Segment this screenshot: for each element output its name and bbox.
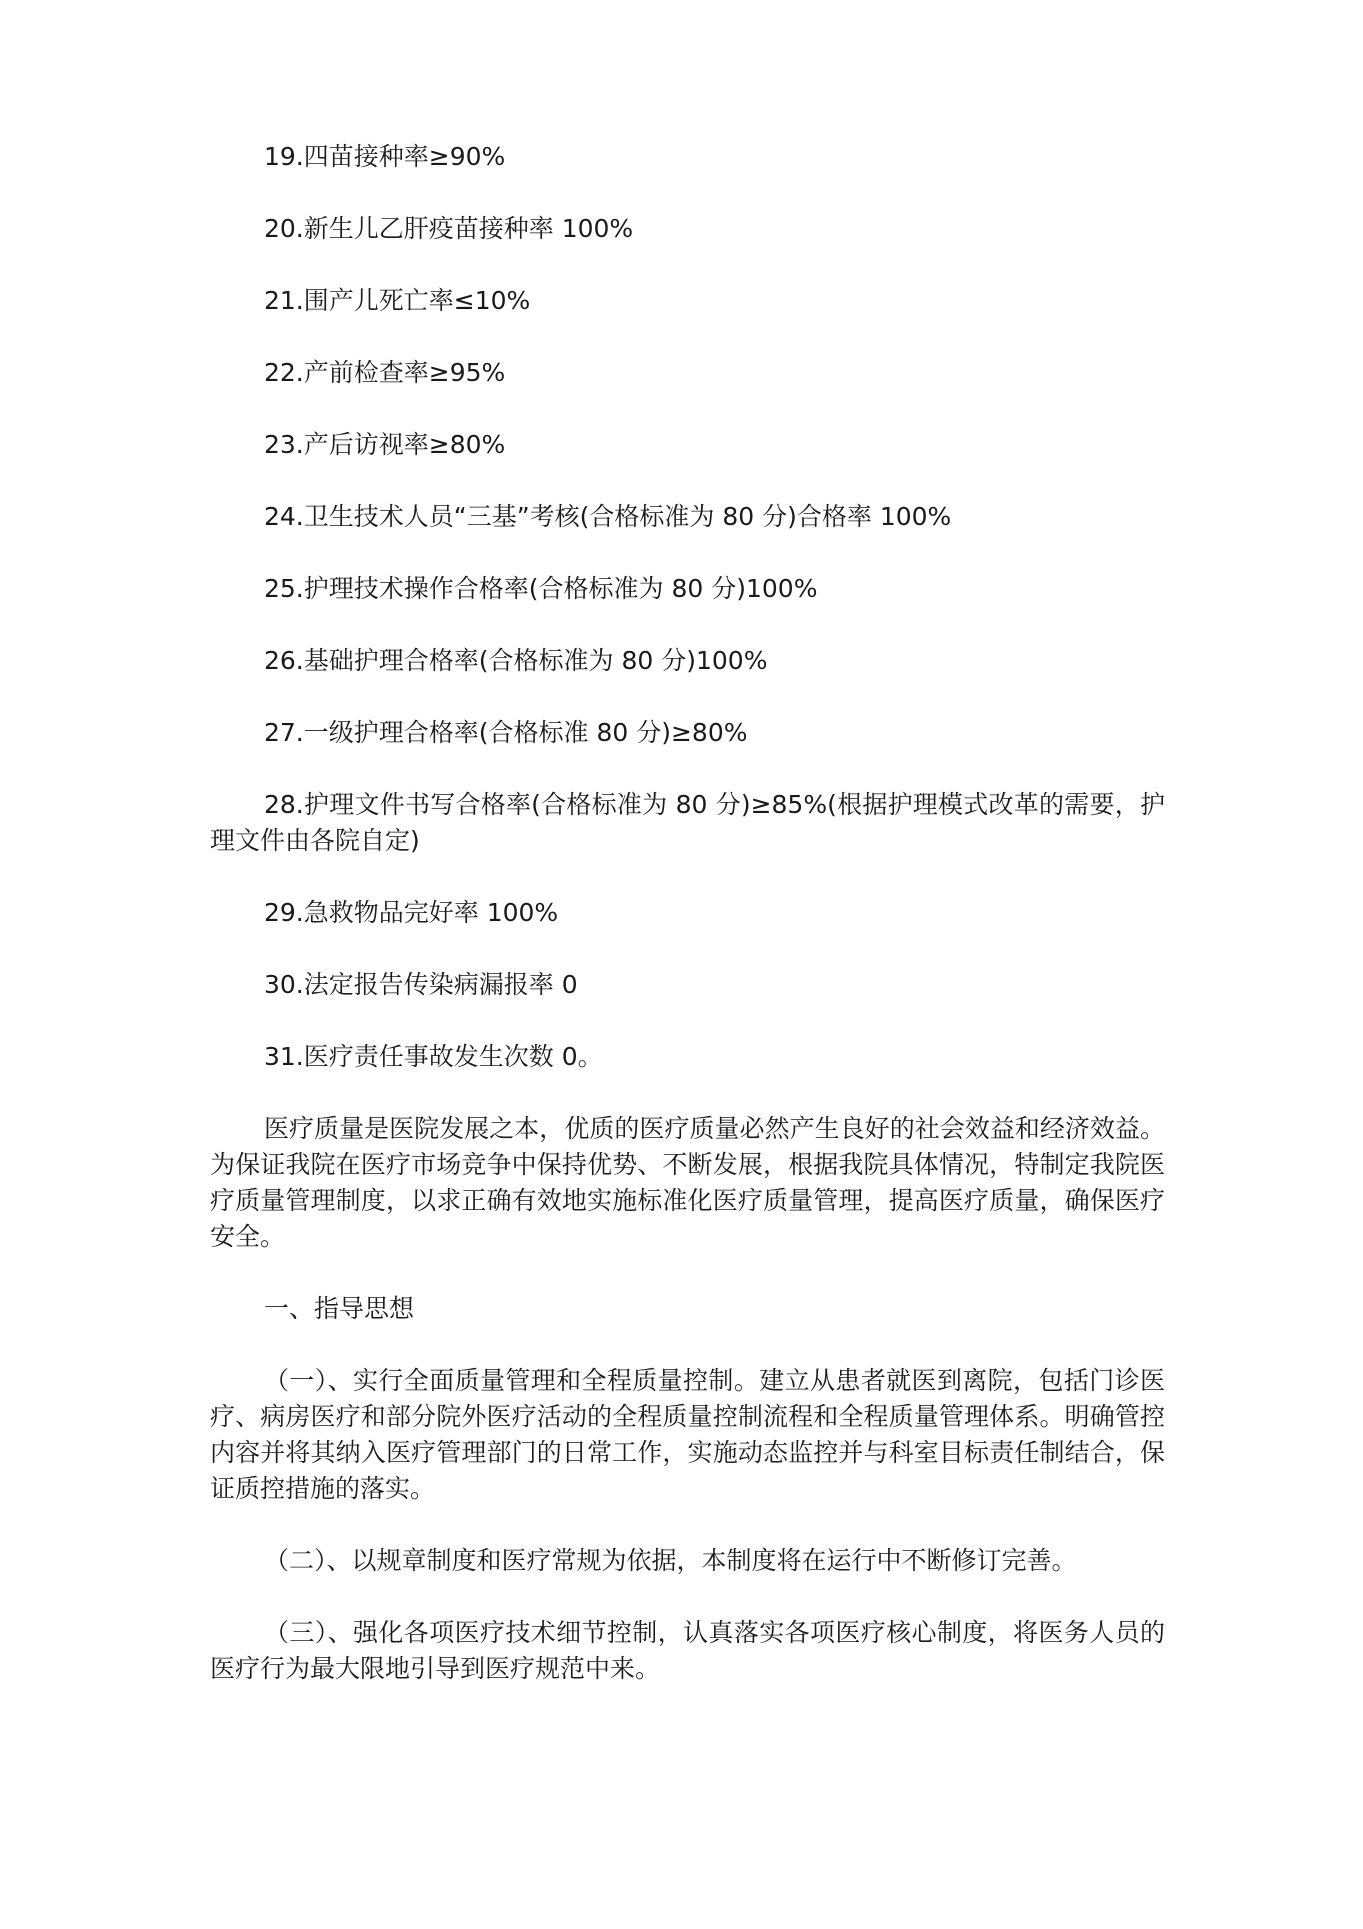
section-heading: 一、指导思想 (264, 1294, 415, 1323)
intro-paragraph: 医疗质量是医院发展之本，优质的医疗质量必然产生良好的社会效益和经济效益。为保证我院在医疗市场竞争中保持优势、不断发展，根据我院具体情况，特制定我院医疗质量管理制度，以求正确有效地实施标准化医疗质量管理，提高医疗质量，确保医疗安全。 (210, 1114, 1165, 1251)
guideline-paragraph-1: （一）、实行全面质量管理和全程质量控制。建立从患者就医到离院，包括门诊医疗、病房医疗和部分院外医疗活动的全程质量控制流程和全程质量管理体系。明确管控内容并将其纳入医疗管理部门的日常工作，实施动态监控并与科室目标责任制结合，保证质控措施的落实。 (210, 1366, 1165, 1503)
indicator-item-21: 21.围产儿死亡率≤10% (264, 286, 531, 315)
indicator-item-25: 25.护理技术操作合格率(合格标准为 80 分)100% (264, 574, 818, 603)
indicator-item-29: 29.急救物品完好率 100% (264, 898, 559, 927)
indicator-item-31: 31.医疗责任事故发生次数 0。 (264, 1042, 603, 1071)
indicator-item-22: 22.产前检查率≥95% (264, 358, 506, 387)
indicator-item-28: 28.护理文件书写合格率(合格标准为 80 分)≥85%(根据护理模式改革的需要，护理文件由各院自定) (210, 790, 1165, 855)
indicator-item-30: 30.法定报告传染病漏报率 0 (264, 970, 578, 999)
indicator-item-19: 19.四苗接种率≥90% (264, 142, 506, 171)
indicator-item-24: 24.卫生技术人员“三基”考核(合格标准为 80 分)合格率 100% (264, 502, 952, 531)
indicator-item-23: 23.产后访视率≥80% (264, 430, 506, 459)
guideline-paragraph-3: （三）、强化各项医疗技术细节控制，认真落实各项医疗核心制度，将医务人员的医疗行为最大限地引导到医疗规范中来。 (210, 1618, 1165, 1683)
guideline-paragraph-2: （二）、以规章制度和医疗常规为依据，本制度将在运行中不断修订完善。 (264, 1546, 1077, 1575)
indicator-item-26: 26.基础护理合格率(合格标准为 80 分)100% (264, 646, 768, 675)
indicator-item-27: 27.一级护理合格率(合格标准 80 分)≥80% (264, 718, 748, 747)
indicator-item-20: 20.新生儿乙肝疫苗接种率 100% (264, 214, 634, 243)
